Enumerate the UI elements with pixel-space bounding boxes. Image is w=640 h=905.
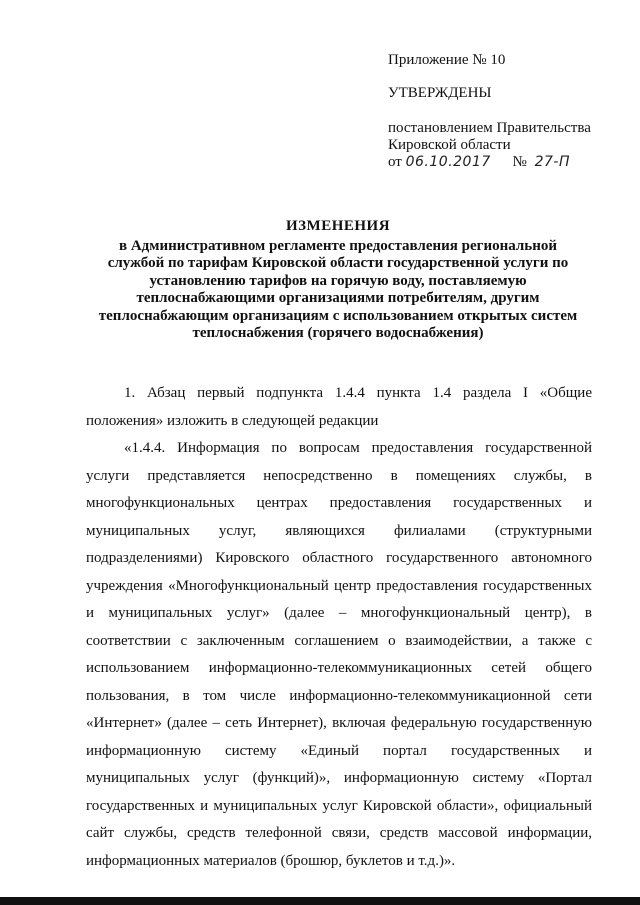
approved-label: УТВЕРЖДЕНЫ [388,85,492,101]
title-line: теплоснабжающими организациями потребителям, другим [136,290,540,306]
scan-bottom-edge [0,897,640,905]
appendix-number: Приложение № 10 [388,52,506,68]
number-prefix: № [512,154,527,170]
title-line: теплоснабжающим организациям с использованием открытых систем [98,307,578,324]
title-heading: ИЗМЕНЕНИЯ [285,218,391,234]
decree-number: 27-П [534,154,570,170]
title-line: установлению тарифов на горячую воду, поставляемую [149,272,527,289]
decree-date-number-line [388,154,628,171]
body-paragraph-2: «1.4.4. Информация по вопросам предоставления государственной услуги представляется непосредственно в помещениях службы, в многофункциональных центрах предоставления государственных и муниципальных услуг, являющихся филиалами (структурными подразделениями) Кировского областного государственного автономного учреждения «Многофункциональный центр предоставления государственных и муниципальных услуг» (далее – многофункциональный центр), в соответствии с заключенным соглашением о взаимодействии, а также с использованием информационно-телекоммуникационных сетей общего пользования, в том числе информационно-телекоммуникационной сети «Интернет» (далее – сеть Интернет), включая федеральную государственную информационную систему «Единый портал государственных и муниципальных услуг (функций)», информационную систему «Портал государственных и муниципальных услуг Кировской области», официальный сайт службы, средств телефонной связи, средств массовой информации, информационных материалов (брошюр, буклетов и т.д.)». [86,440,592,869]
title-line: теплоснабжения (горячего водоснабжения) [192,325,484,341]
date-prefix: от [388,154,402,170]
approval-block [388,52,628,171]
body-paragraph-1: 1. Абзац первый подпункта 1.4.4 пункта 1.4 раздела I «Общие положения» изложить в следующей редакции [86,385,592,429]
document-title [88,218,588,343]
decree-date: 06.10.2017 [405,154,491,170]
document-body [86,380,592,875]
title-line: службой по тарифам Кировской области государственной услуги по [107,255,569,271]
decree-line-2: Кировской области [388,137,511,153]
decree-line-1: постановлением Правительства [388,120,591,136]
title-line: в Административном регламенте предоставления региональной [118,237,557,254]
